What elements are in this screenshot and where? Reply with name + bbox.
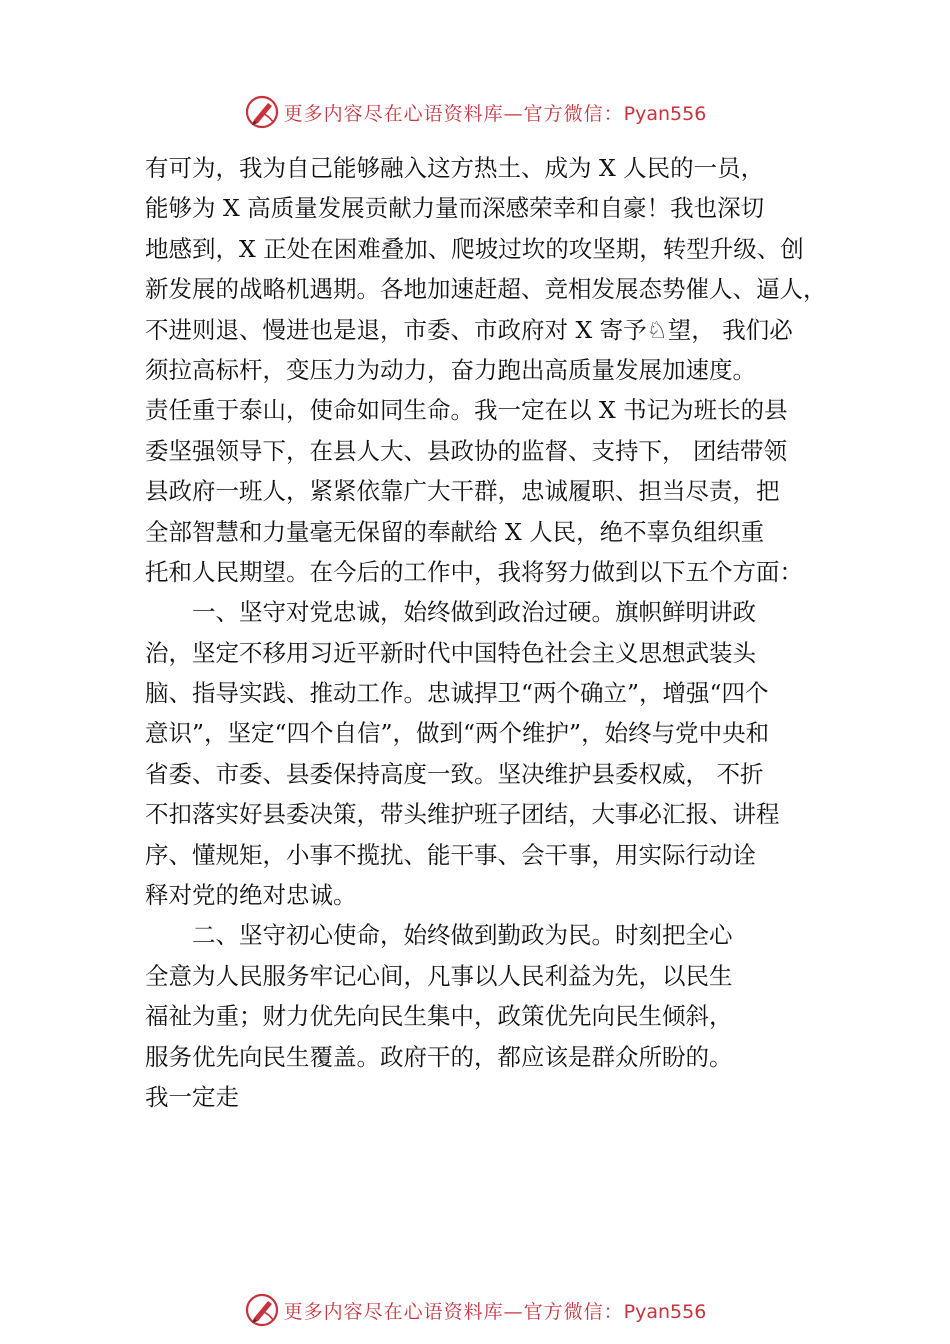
banner-wechat-id: Pyan556: [623, 1300, 707, 1323]
text-line: 全部智慧和力量毫无保留的奉献给 X 人民，绝不辜负组织重: [145, 517, 765, 546]
text-line: 福祉为重；财力优先向民生集中，政策优先向民生倾斜，: [145, 1002, 733, 1031]
header-banner: [0, 92, 950, 132]
banner-text: [284, 99, 707, 126]
banner-text: [284, 1297, 707, 1324]
text-line: 意识”，坚定“四个自信”，做到“两个维护”，始终与党中央和: [145, 719, 770, 748]
pen-circle-logo-icon: [244, 94, 280, 130]
text-line: 脑、指导实践、推动工作。忠诚捍卫“两个确立”，增强“四个: [145, 679, 769, 708]
text-line: 托和人民期望。在今后的工作中，我将努力做到以下五个方面：: [145, 557, 803, 586]
text-line: 须拉高标杆，变压力为动力，奋力跑出高质量发展加速度。: [145, 355, 756, 384]
document-body: [145, 148, 845, 1117]
text-line: 能够为 X 高质量发展贡献力量而深感荣幸和自豪！我也深切: [145, 194, 765, 223]
text-line: 全意为人民服务牢记心间，凡事以人民利益为先，以民生: [145, 961, 733, 990]
text-line: 治，坚定不移用习近平新时代中国特色社会主义思想武装头: [145, 638, 756, 667]
text-line: 县政府一班人，紧紧依靠广大干群，忠诚履职、担当尽责，把: [145, 477, 780, 506]
text-line: 释对党的绝对忠诚。: [145, 881, 357, 910]
footer-banner: [0, 1290, 950, 1330]
text-line: 我一定走: [145, 1082, 239, 1111]
text-line: 新发展的战略机遇期。各地加速赶超、竞相发展态势催人、逼人，: [145, 275, 827, 304]
text-line: 不扣落实好县委决策，带头维护班子团结，大事必汇报、讲程: [145, 800, 780, 829]
paragraph-heading-1: 一、坚守对党忠诚，始终做到政治过硬。旗帜鲜明讲政: [192, 598, 756, 627]
text-line: 不进则退、慢进也是退，市委、市政府对 X 寄予♘望， 我们必: [145, 315, 793, 344]
banner-text-cn: 更多内容尽在心语资料库—官方微信：: [283, 1300, 624, 1323]
banner-text-cn: 更多内容尽在心语资料库—官方微信：: [283, 102, 624, 125]
paragraph-heading-2: 二、坚守初心使命，始终做到勤政为民。时刻把全心: [192, 921, 733, 950]
text-line: 有可为，我为自己能够融入这方热土、成为 X 人民的一员，: [145, 154, 765, 182]
pen-circle-logo-icon: [244, 1292, 280, 1328]
text-line: 委坚强领导下，在县人大、县政协的监督、支持下， 团结带领: [145, 436, 787, 465]
banner-wechat-id: Pyan556: [623, 102, 707, 125]
text-line: 服务优先向民生覆盖。政府干的，都应该是群众所盼的。: [145, 1042, 733, 1071]
text-line: 地感到，X 正处在困难叠加、爬坡过坎的攻坚期，转型升级、创: [145, 234, 804, 263]
text-line: 省委、市委、县委保持高度一致。坚决维护县委权威， 不折: [145, 759, 764, 788]
text-line: 序、懂规矩，小事不揽扰、能干事、会干事，用实际行动诠: [145, 840, 756, 869]
text-line: 责任重于泰山，使命如同生命。我一定在以 X 书记为班长的县: [145, 396, 788, 425]
